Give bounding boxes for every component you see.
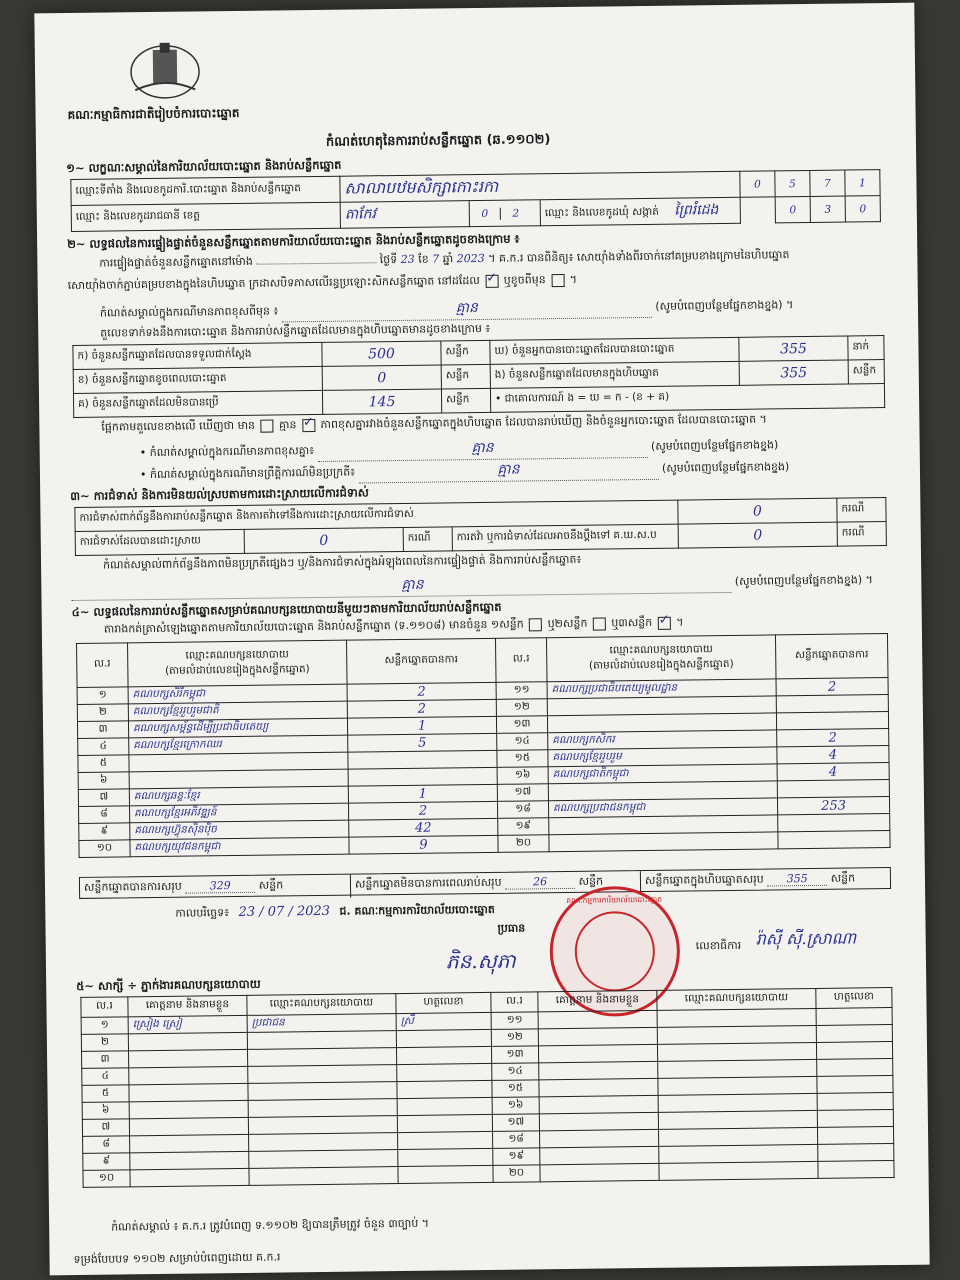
- party-votes: [778, 831, 890, 849]
- row-number: ១: [81, 1017, 128, 1035]
- witness-party: ប្រជាជន: [247, 1014, 396, 1033]
- row-number: ៣: [77, 721, 128, 739]
- witness-signature: [397, 1063, 492, 1081]
- witness-signature: [816, 1008, 892, 1026]
- witness-name: [540, 1163, 659, 1181]
- row-number: ១៣: [491, 1046, 538, 1064]
- row-number: ១៧: [497, 784, 548, 802]
- commune-code-digit: 0: [845, 196, 880, 222]
- commune-code-digit: 3: [810, 196, 845, 222]
- seal-line: សោយ៉ាំងចាក់ភ្ជាប់គម្របខាងក្នុងនៃហិបឆ្នោត ក្រដាសបិទភាសលើរន្ធប្រឡោះសិកសន្លឹកឆ្នោត នៅដដែល ✓ ឬខូចពីមុន ។: [68, 269, 898, 295]
- month-value: 7: [432, 252, 440, 266]
- two-sheet-checkbox[interactable]: [593, 617, 606, 630]
- witness-col-name: គោត្តនាម និងនាមខ្លួន: [128, 995, 247, 1016]
- witness-party: [658, 1059, 817, 1078]
- witness-name: [129, 1117, 248, 1135]
- witness-party: [659, 1144, 818, 1163]
- code-digit: 7: [810, 170, 845, 196]
- col-party-subtitle: (តាមលំដាប់លេខរៀងក្នុងសន្លឹកឆ្នោត): [164, 662, 310, 677]
- party-votes: 1: [348, 784, 497, 803]
- witness-col-party: ឈ្មោះគណបក្សនយោបាយ: [247, 994, 396, 1016]
- complaints-value: 0: [678, 498, 837, 524]
- witness-name: [129, 1049, 248, 1067]
- party-name: គណបក្សសិរីកម្ពុជា: [128, 684, 347, 704]
- tally-intro: តារាងកត់ត្រាសំឡេងឆ្នោតតាមការិយាល័យបោះឆ្នោត និងរាប់សន្លឹកឆ្នោត (ទ.១១០៨) មានចំនួន ១សន្លឹក: [103, 617, 524, 636]
- witness-party: [247, 1048, 396, 1067]
- difference-rest: ភាពខុសគ្នារវាងចំនួនសន្លឹកឆ្នោតក្នុងហិបឆ្នោត ដែលបានរាប់ឃើញ និងចំនួនអ្នកបោះឆ្នោត ដែលបានបោះឆ្នោត ។: [320, 412, 767, 431]
- witness-signature: [397, 1097, 492, 1115]
- witness-col-no: ល.រ: [491, 992, 538, 1013]
- row-number: ៦: [78, 772, 129, 790]
- row-number: ១៨: [493, 1131, 540, 1149]
- row-number: ១៥: [492, 1080, 539, 1098]
- row-number: ១៨: [497, 801, 548, 819]
- witness-col-no: ល.រ: [81, 997, 128, 1018]
- month-label: ខែ: [418, 252, 429, 266]
- received-label: ក) ចំនួនសន្លឹកឆ្នោតដែលបានទទួលជាក់ស្តែង: [73, 342, 322, 369]
- witness-signature: [397, 1114, 492, 1132]
- diff-note-value: គ្មាន: [317, 436, 647, 462]
- row-number: ៨: [79, 806, 130, 824]
- in-box-value: 355: [739, 360, 848, 385]
- row-number: ២: [77, 704, 128, 722]
- row-number: ១៤: [492, 1063, 539, 1081]
- broken-label: ឬខូចពីមុន: [503, 273, 546, 287]
- date-line: [175, 902, 495, 923]
- witness-name: [539, 1112, 658, 1130]
- row-number: ១៥: [497, 750, 548, 768]
- complaints-table: [74, 497, 887, 556]
- total-box-value: 355: [767, 872, 827, 887]
- row-number: ១៩: [493, 1148, 540, 1166]
- witness-party: [248, 1082, 397, 1101]
- witness-party: [249, 1150, 398, 1169]
- witness-name: [539, 1095, 658, 1113]
- witness-name: [129, 1083, 248, 1101]
- witness-name: [540, 1129, 659, 1147]
- tally-sheet-line: តារាងកត់ត្រាសំឡេងឆ្នោតតាមការិយាល័យបោះឆ្នោត និងរាប់សន្លឹកឆ្នោត (ទ.១១០៨) មានចំនួន ១សន្លឹក ឬ២សន្លឹក ឬ៣សន្លឹក ✓ ។: [104, 616, 684, 639]
- note-label: កំណត់សម្គាល់ក្នុងករណីមានភាពខុសពីមុន ៖: [99, 304, 279, 320]
- witness-name: [130, 1168, 249, 1186]
- irregularity-line: [71, 569, 911, 601]
- stamp-text: គណៈកម្មការការិយាល័យបោះឆ្នោត: [566, 894, 663, 905]
- witness-name: [538, 1027, 657, 1045]
- unit: សន្លឹក: [441, 388, 490, 413]
- witness-name: [538, 1044, 657, 1062]
- in-box-label: ង) ចំនួនសន្លឹកឆ្នោតដែលមានក្នុងហិបឆ្នោត: [490, 361, 739, 388]
- witness-signature: [398, 1148, 493, 1166]
- party-votes: [777, 780, 889, 798]
- witness-signature: ស្រី: [396, 1012, 491, 1030]
- irregularity-note: កំណត់សម្គាល់ពាក់ព័ន្ធនឹងភាពមិនប្រក្រតីផ្សេងៗ ឬ/និងការជំទាស់ក្នុងអំឡុងពេលនៃការផ្ទៀងផ្ទាត់ និងការរាប់សន្លឹកឆ្នោត៖: [102, 552, 582, 572]
- witness-col-sign: ហត្ថលេខា: [816, 988, 892, 1009]
- section2-heading: ២~ លទ្ធផលនៃការផ្ទៀងផ្ទាត់ចំនួនសន្លឹកឆ្នោតតាមការិយាល័យបោះឆ្នោត និងរាប់សន្លឹកឆ្នោតដូចខាងក្រោម ៖: [67, 231, 520, 252]
- unit: សន្លឹក: [258, 878, 284, 892]
- witness-name: [129, 1100, 248, 1118]
- witness-signature: [396, 1046, 491, 1064]
- unit: សន្លឹក: [830, 871, 856, 885]
- party-name: គណបក្សហ៊្វុនស៊ិនប៉ិច: [130, 820, 349, 840]
- note-value: គ្មាន: [282, 296, 652, 323]
- col-votes-header: សន្លឹកឆ្នោតបានការ: [775, 634, 888, 679]
- province-code-digit: 0: [470, 207, 501, 219]
- code-digit: 5: [775, 170, 810, 196]
- section5-heading: ៥~ សាក្សី ÷ ភ្នាក់ងារគណបក្សនយោបាយ: [76, 976, 261, 993]
- witness-name: [130, 1134, 249, 1152]
- diff-note-hint: (សូមបំពេញបន្ថែមផ្នែកខាងខ្នង): [650, 438, 779, 453]
- row-number: ១៤: [497, 733, 548, 751]
- party-votes: 2: [347, 682, 496, 701]
- broken-checkbox[interactable]: [551, 273, 564, 286]
- intact-checkbox[interactable]: [485, 274, 498, 287]
- party-votes: [348, 767, 497, 786]
- secretary-label: លេខាធិការ: [695, 938, 742, 953]
- witness-party: [657, 1008, 816, 1027]
- no-difference-label: គ្មាន: [278, 418, 297, 432]
- party-votes: [776, 695, 888, 713]
- witness-signature: [817, 1127, 893, 1145]
- party-votes: 9: [349, 835, 498, 854]
- resolved-label: ការជំទាស់ដែលបានដោះស្រាយ: [75, 529, 244, 555]
- row-number: ៥: [82, 1085, 129, 1103]
- irregularity-value: គ្មាន: [71, 571, 731, 601]
- party-name: គណបក្សជាតិកម្ពុជា: [548, 764, 777, 784]
- party-name: [549, 832, 778, 852]
- party-votes: 4: [777, 746, 889, 764]
- row-number: ៤: [82, 1068, 129, 1086]
- witness-table: [80, 987, 894, 1188]
- appeal-label: ការតវ៉ា ឬការជំទាស់ដែលអាចនឹងប្តឹងទៅ គ.ឃ.ស.ប: [452, 524, 678, 551]
- witness-party: [658, 1076, 817, 1095]
- party-name: គណបក្សខ្មែរអភិវឌ្ឍន៍: [130, 803, 349, 823]
- witness-col-name: គោត្តនាម និងនាមខ្លួន: [538, 990, 657, 1011]
- witness-party: [657, 1025, 816, 1044]
- unused-label: គ) ចំនួនសន្លឹកឆ្នោតដែលមិនបានប្រើ: [73, 390, 322, 417]
- resolved-value: 0: [244, 527, 403, 553]
- witness-party: [248, 1099, 397, 1118]
- party-name: គណបក្សប្រជាធិបតេយ្យមូលដ្ឋាន: [547, 679, 776, 699]
- day-label: ថ្ងៃទី: [379, 253, 398, 267]
- witness-party: [657, 1042, 816, 1061]
- witness-col-sign: ហត្ថលេខា: [396, 992, 491, 1013]
- party-votes: 2: [776, 678, 888, 696]
- results-intro: តួលេខទាក់ទងនឹងការបោះឆ្នោត និងការរាប់សន្លឹកឆ្នោតដែលមានក្នុងហិបឆ្នោតមានដូចខាងក្រោម ៖: [100, 321, 491, 340]
- row-number: ១១: [496, 682, 547, 700]
- witness-party: [659, 1127, 818, 1146]
- unit: ករណី: [403, 527, 452, 552]
- row-number: ៧: [82, 1119, 129, 1137]
- witness-signature: [397, 1080, 492, 1098]
- code-digit: 1: [845, 170, 880, 196]
- secretary-signature: រ៉ាស៊ី ស៊ី.ស្រាណា: [755, 928, 857, 949]
- received-value: 500: [322, 341, 441, 366]
- commune-value: ព្រៃរំដេង: [674, 202, 719, 219]
- col-party-title: ឈ្មោះគណបក្សនយោបាយ: [185, 647, 289, 662]
- commune-code-digit: 0: [775, 196, 810, 222]
- row-number: ៩: [83, 1153, 130, 1171]
- witness-name: [129, 1066, 248, 1084]
- witness-signature: [396, 1029, 491, 1047]
- col-no-header: ល.រ: [77, 643, 129, 688]
- party-name: គណបក្សខ្មែររួបរួមជាតិ: [128, 701, 347, 721]
- no-difference-checkbox[interactable]: [302, 419, 315, 432]
- total-invalid-value: 26: [505, 875, 575, 890]
- row-number: ១២: [491, 1029, 538, 1047]
- witness-name: [130, 1151, 249, 1169]
- witness-name: ស្រៀង ស្រៀ: [128, 1015, 247, 1033]
- total-valid-value: 329: [185, 879, 255, 894]
- totals-row: [79, 867, 891, 899]
- col-party-header: [128, 640, 348, 687]
- col-votes-header: សន្លឹកឆ្នោតបានការ: [347, 638, 497, 684]
- party-votes: 2: [347, 699, 496, 718]
- row-number: ១១: [491, 1012, 538, 1030]
- irregular-note-value: គ្មាន: [358, 458, 658, 484]
- irregular-note-hint: (សូមបំពេញបន្ថែមផ្នែកខាងខ្នង): [661, 460, 790, 475]
- row-number: ៣: [82, 1051, 129, 1069]
- voters-value: 355: [739, 336, 848, 361]
- complaints-label: ការជំទាស់ពាក់ព័ន្ធនឹងការរាប់សន្លឹកឆ្នោត និងការតវ៉ាទៅនឹងការដោះស្រាយលើការជំទាស់: [75, 500, 678, 531]
- year-label: ឆ្នាំ: [442, 252, 454, 266]
- date-value: 23 / 07 / 2023: [238, 903, 331, 920]
- row-number: ៩: [79, 823, 130, 841]
- row-number: ១០: [83, 1170, 130, 1188]
- footnote: កំណត់សម្គាល់ ៖ គ.ក.រ ត្រូវបំពេញ ទ.១១០២ ឱ្យបានត្រឹមត្រូវ ចំនួន ៣ច្បាប់ ។: [111, 1216, 430, 1234]
- party-votes: [776, 712, 888, 730]
- code-digit: 0: [740, 171, 775, 197]
- appeal-value: 0: [678, 522, 837, 548]
- unit: ករណី: [837, 498, 886, 523]
- note-hint: (សូមបំពេញបន្ថែមផ្នែកខាងខ្នង) ។: [655, 298, 794, 313]
- witness-name: [128, 1032, 247, 1050]
- province-value: តាកែវ: [340, 201, 469, 229]
- diff-note-label: • កំណត់សម្គាល់ក្នុងករណីមានភាពខុសគ្នា៖: [139, 444, 315, 460]
- irregular-note-label: • កំណត់សម្គាល់ក្នុងករណីមានព្រឹត្តិការណ៍មិនប្រក្រតី៖: [139, 465, 356, 482]
- row-number: ១៦: [497, 767, 548, 785]
- witness-name: [538, 1010, 657, 1028]
- witness-party: [248, 1116, 397, 1135]
- party-name: គណបក្សខ្មែរក្រោកឈរ: [129, 735, 348, 755]
- party-votes: 253: [777, 797, 889, 815]
- has-difference-checkbox[interactable]: [260, 419, 273, 432]
- day-value: 23: [400, 252, 415, 266]
- row-number: ២: [81, 1034, 128, 1052]
- party-votes: 2: [777, 729, 889, 747]
- unit: សន្លឹក: [848, 360, 884, 384]
- spoiled-value: 0: [322, 365, 441, 390]
- witness-signature: [398, 1165, 493, 1183]
- col-party-title: ឈ្មោះគណបក្សនយោបាយ: [609, 642, 713, 656]
- form-sheet: [34, 3, 929, 1276]
- chair-label: ប្រធាន: [497, 921, 526, 935]
- witness-party: [658, 1093, 817, 1112]
- row-number: ៨: [83, 1136, 130, 1154]
- form-title: កំណត់ហេតុនៃការរាប់សន្លឹកឆ្នោត (ឆ.១១០២): [325, 132, 551, 150]
- note-line: [100, 293, 910, 325]
- witness-signature: [816, 1042, 892, 1060]
- committee-label: ជ. គណៈកម្មការការិយាល័យបោះឆ្នោត: [339, 902, 495, 918]
- section4-heading: ៤~ លទ្ធផលនៃការរាប់សន្លឹកឆ្នោតសម្រាប់គណបក្សនយោបាយនីមួយៗតាមការិយាល័យរាប់សន្លឹកឆ្នោត: [71, 599, 502, 620]
- party-name: គណបក្សប្រជាជនកម្ពុជា: [548, 798, 777, 818]
- witness-signature: [816, 1025, 892, 1043]
- row-number: ១២: [496, 699, 547, 717]
- party-votes: 5: [348, 733, 497, 752]
- col-no-header: ល.រ: [495, 638, 547, 683]
- province-label: ឈ្មោះ និងលេខកូដរាជធានី ខេត្ត: [71, 202, 340, 231]
- witness-party: [247, 1031, 396, 1050]
- party-votes: 2: [348, 801, 497, 820]
- section1-heading: ១~ លក្ខណៈសម្គាល់នៃការិយាល័យបោះឆ្នោត និងរាប់សន្លឹកឆ្នោត: [66, 157, 342, 176]
- form-footer: ទម្រង់បែបបទ ១១០២ សម្រាប់បំពេញដោយ គ.ក.រ: [73, 1250, 281, 1267]
- party-name: គណបក្សសម្ព័ន្ធដើម្បីប្រជាធិបតេយ្យ: [128, 718, 347, 738]
- ballot-count-table: [72, 335, 885, 418]
- witness-name: [539, 1078, 658, 1096]
- seal-text: សោយ៉ាំងចាក់ភ្ជាប់គម្របខាងក្នុងនៃហិបឆ្នោត ក្រដាសបិទភាសលើរន្ធប្រឡោះសិកសន្លឹកឆ្នោត នៅដដែល: [67, 274, 480, 293]
- witness-party: [659, 1161, 818, 1180]
- row-number: ១៩: [498, 818, 549, 836]
- agency-name: គណៈកម្មាធិការជាតិរៀបចំការបោះឆ្នោត: [67, 105, 240, 123]
- location-value: សាលាបឋមសិក្សាកោះរកា: [340, 171, 740, 202]
- unit: សន្លឹក: [578, 874, 604, 888]
- party-name: គណបក្សកសិករ: [548, 730, 777, 750]
- formula-label: • ជាគោលការណ៍ ង = ឃ = ក - (ខ + គ): [490, 384, 884, 413]
- voters-label: ឃ) ចំនួនអ្នកបានបោះឆ្នោតដែលបានបោះឆ្នោត: [490, 337, 739, 364]
- verification-after-date: ។ គ.ក.រ បានពិនិត្យ៖ សោយ៉ាំងទាំងពីរចាក់នៅគម្របខាងក្រោមនៃហិបឆ្នោត: [488, 248, 790, 265]
- row-number: ២០: [493, 1165, 540, 1183]
- witness-party: [248, 1065, 397, 1084]
- two-sheet-label: ឬ២សន្លឹក: [547, 616, 588, 631]
- witness-name: [539, 1061, 658, 1079]
- row-number: ១៣: [496, 716, 547, 734]
- witness-party: [249, 1167, 398, 1186]
- one-sheet-checkbox[interactable]: [529, 618, 542, 631]
- witness-signature: [818, 1144, 894, 1162]
- party-name: គណបក្សខ្មែររួបរួម: [548, 747, 777, 767]
- witness-signature: [817, 1093, 893, 1111]
- unit: សន្លឹក: [441, 340, 490, 365]
- witness-signature: [817, 1059, 893, 1077]
- party-name: គណបក្សយុវជនកម្ពុជា: [130, 837, 349, 857]
- irregularity-hint: (សូមបំពេញបន្ថែមផ្នែកខាងខ្នង) ។: [734, 573, 873, 588]
- witness-signature: [398, 1131, 493, 1149]
- row-number: ៥: [78, 755, 129, 773]
- province-code-digit: 2: [512, 207, 520, 220]
- party-votes: 1: [347, 716, 496, 735]
- party-votes: [348, 750, 497, 769]
- witness-name: [540, 1146, 659, 1164]
- row-number: ១៦: [492, 1097, 539, 1115]
- commune-label: ឈ្មោះ និងលេខកូដឃុំ សង្កាត់: [544, 205, 659, 220]
- row-number: ៦: [82, 1102, 129, 1120]
- verification-intro: ការផ្ទៀងផ្ទាត់ចំនួនសន្លឹកឆ្នោតនៅម៉ោង: [99, 254, 253, 270]
- date-label: កាលបរិច្ឆេទ៖: [175, 906, 230, 920]
- section3-heading: ៣~ ការជំទាស់ និងការមិនយល់ស្របតាមការដោះស្រាយលើការជំទាស់: [70, 485, 369, 504]
- unused-value: 145: [322, 389, 441, 414]
- total-valid-label: សន្លឹកឆ្នោតបានការសរុប: [83, 879, 182, 894]
- row-number: ១៧: [492, 1114, 539, 1132]
- party-votes: [778, 814, 890, 832]
- row-number: ១០: [79, 840, 130, 858]
- spoiled-label: ខ) ចំនួនសន្លឹកឆ្នោតខូចពេលបោះឆ្នោត: [73, 366, 322, 393]
- location-label: ឈ្មោះទីតាំង និងលេខកូដការិ.បោះឆ្នោត និងរាប់សន្លឹកឆ្នោត: [71, 176, 340, 205]
- party-results-table: [76, 633, 891, 858]
- unit: ករណី: [837, 522, 886, 547]
- difference-text: ផ្អែកតាមតួលេខខាងលើ ឃើញថា មាន: [101, 418, 256, 434]
- location-table: [70, 169, 881, 232]
- party-name: គណបក្សឆន្ទៈខ្មែរ: [129, 786, 348, 806]
- year-value: 2023: [456, 251, 485, 266]
- witness-signature: [817, 1110, 893, 1128]
- chair-signature: ភិន.សុភា: [445, 948, 516, 974]
- party-votes: 4: [777, 763, 889, 781]
- row-number: ៤: [78, 738, 129, 756]
- three-sheet-label: ឬ៣សន្លឹក: [611, 615, 653, 630]
- witness-signature: [818, 1161, 894, 1179]
- col-party-header: [546, 635, 776, 682]
- row-number: ២០: [498, 835, 549, 853]
- witness-signature: [817, 1076, 893, 1094]
- party-votes: 42: [349, 818, 498, 837]
- three-sheet-checkbox[interactable]: [658, 616, 671, 629]
- total-box-label: សន្លឹកឆ្នោតក្នុងហិបឆ្នោតសរុប: [644, 872, 764, 888]
- witness-party: [249, 1133, 398, 1152]
- nec-emblem-icon: [125, 39, 206, 102]
- col-party-subtitle: (តាមលំដាប់លេខរៀងក្នុងសន្លឹកឆ្នោត): [588, 657, 734, 672]
- witness-party: [658, 1110, 817, 1129]
- row-number: ៧: [78, 789, 129, 807]
- witness-col-party: ឈ្មោះគណបក្សនយោបាយ: [657, 988, 816, 1010]
- unit: នាក់: [848, 336, 884, 360]
- row-number: ១: [77, 687, 128, 705]
- unit: សន្លឹក: [441, 364, 490, 389]
- total-invalid-label: សន្លឹកឆ្នោតមិនបានការពេលរាប់សរុប: [354, 875, 502, 891]
